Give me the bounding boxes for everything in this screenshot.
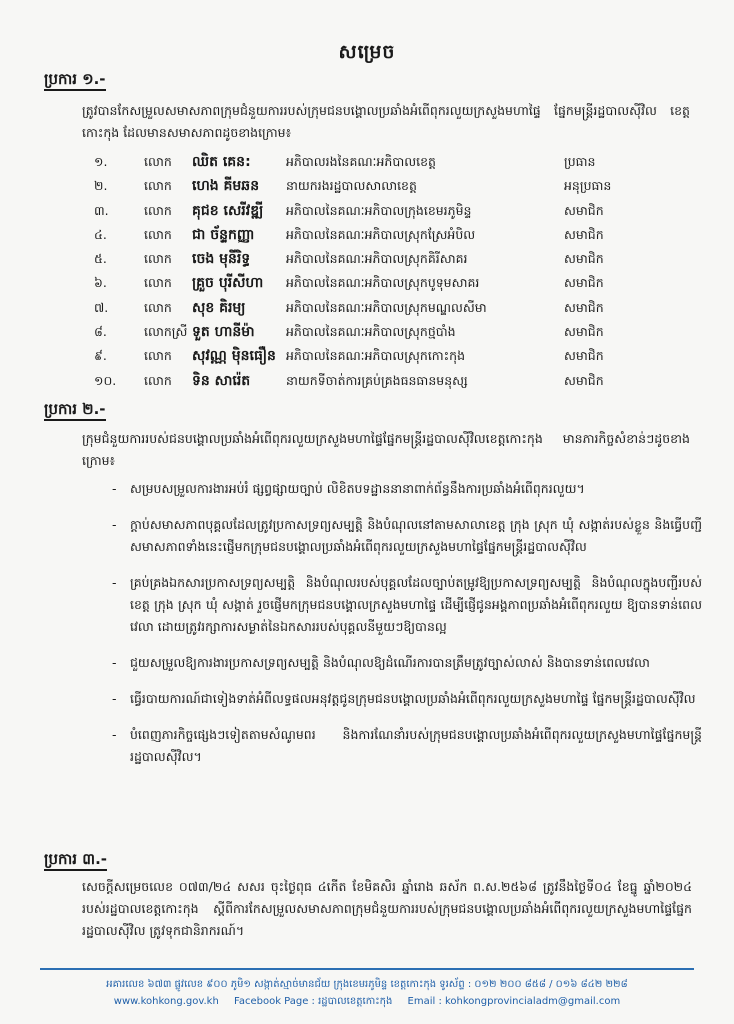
member-role: សមាជិក xyxy=(564,202,604,218)
member-row xyxy=(94,371,694,395)
footer-contacts xyxy=(40,993,694,1010)
duty-text: ជួយសម្រួលឱ្យការងារប្រកាសទ្រព្យសម្បត្តិ និងបំណុលឱ្យដំណើរការបានត្រឹមត្រូវច្បាស់លាស់ និងបានទាន់ពេលវេលា xyxy=(130,655,650,670)
member-number: ៣. xyxy=(94,202,109,218)
member-row xyxy=(94,152,694,176)
member-name: ហេង គីមឆន xyxy=(192,178,260,195)
member-position: អភិបាលនៃគណៈអភិបាលស្រុកស្រែអំបិល xyxy=(286,226,476,242)
member-position: នាយកទីចាត់ការគ្រប់គ្រងធនធានមនុស្ស xyxy=(286,372,468,388)
member-role: សមាជិក xyxy=(564,324,604,340)
duty-item xyxy=(112,652,702,674)
member-number: ៧. xyxy=(94,299,109,315)
member-role: សមាជិក xyxy=(564,251,604,267)
duty-text: សម្របសម្រួលការងារអប់រំ ផ្សព្វផ្សាយច្បាប់ លិខិតបទដ្ឋាននានាពាក់ព័ន្ធនឹងការប្រឆាំងអំពើពុករលួយ។ xyxy=(130,481,585,496)
bullet-dash: - xyxy=(112,655,117,670)
member-name: ទួត ហានីម៉ា xyxy=(192,324,255,341)
member-title: លោក xyxy=(144,299,172,315)
member-name: សុវណ្ណ ម៉ិនធឿន xyxy=(192,348,276,365)
article-3-heading: ប្រការ ៣.- xyxy=(44,850,107,872)
member-role: សមាជិក xyxy=(564,299,604,315)
footer-address: អគារលេខ ៦៧៣ ផ្លូវលេខ ៩០០ ភូមិ១ សង្កាត់ស្មាច់មានជ័យ ក្រុងខេមរភូមិន្ទ ខេត្តកោះកុង ទូរស័ព្ទ : ០១២ ២០០ ៨៥៨ / ០១៦ ៨៤២ ២២៨ xyxy=(106,979,628,990)
member-number: ១០. xyxy=(94,372,117,388)
article-1-intro: ត្រូវបានកែសម្រួលសមាសភាពក្រុមជំនួយការរបស់ក្រុមជនបង្គោលប្រឆាំងអំពើពុករលួយក្រសួងមហាផ្ទៃ ផ្នែកមន្ត្រីរដ្ឋបាលស៊ីវិល ខេត្តកោះកុង ដែលមានសមាសភាពដូចខាងក្រោម៖ xyxy=(82,103,690,140)
duty-item xyxy=(112,514,702,558)
member-row xyxy=(94,225,694,249)
member-row xyxy=(94,201,694,225)
member-position: អភិបាលនៃគណៈអភិបាលស្រុកថ្មបាំង xyxy=(286,324,456,340)
member-title: លោក xyxy=(144,226,172,242)
member-role: សមាជិក xyxy=(564,372,604,388)
member-row xyxy=(94,176,694,200)
member-position: អភិបាលនៃគណៈអភិបាលស្រុកគិរីសាគរ xyxy=(286,251,468,267)
member-title: លោក xyxy=(144,372,172,388)
member-position: អភិបាលនៃគណៈអភិបាលក្រុងខេមរភូមិន្ទ xyxy=(286,202,472,218)
member-title: លោក xyxy=(144,202,172,218)
article-1-heading: ប្រការ ១.- xyxy=(44,70,106,92)
member-name: គ្រួច បុរីសីហា xyxy=(192,275,264,292)
footer-facebook[interactable]: Facebook Page : រដ្ឋបាលខេត្តកោះកុង xyxy=(234,996,393,1007)
member-row xyxy=(94,346,694,370)
member-row xyxy=(94,273,694,297)
member-position: អភិបាលនៃគណៈអភិបាលស្រុកកោះកុង xyxy=(286,348,466,364)
member-position: អភិបាលនៃគណៈអភិបាលស្រុកបូទុមសាគរ xyxy=(286,275,480,291)
member-number: ៩. xyxy=(94,348,107,364)
member-number: ៦. xyxy=(94,275,107,291)
member-position: អភិបាលរងនៃគណៈអភិបាលខេត្ត xyxy=(286,154,436,169)
member-name: សុខ គិរម្យ xyxy=(192,299,246,316)
member-title: លោក xyxy=(144,348,172,364)
duty-text: ធ្វើរបាយការណ៍ជាទៀងទាត់អំពីលទ្ធផលអនុវត្តជូនក្រុមជនបង្គោលប្រឆាំងអំពើពុករលួយក្រសួងមហាផ្ទៃ ផ្នែកមន្ត្រីរដ្ឋបាលស៊ីវិល xyxy=(130,691,696,706)
member-name: ចេង មុនីរិទ្ធ xyxy=(192,251,251,268)
bullet-dash: - xyxy=(112,481,117,496)
duty-item xyxy=(112,572,702,638)
member-name: គុជខ សេរីវឌ្ឍី xyxy=(192,202,264,219)
member-list xyxy=(94,152,694,395)
article-2-intro: ក្រុមជំនួយការរបស់ជនបង្គោលប្រឆាំងអំពើពុករលួយក្រសួងមហាផ្ទៃផ្នែកមន្ត្រីរដ្ឋបាលស៊ីវិលខេត្តកោះកុង មានភារកិច្ចសំខាន់ៗដូចខាងក្រោម៖ xyxy=(82,431,690,468)
duty-item xyxy=(112,688,702,710)
member-number: ១. xyxy=(94,154,108,169)
member-title: លោក xyxy=(144,275,172,291)
duty-text: គ្រប់គ្រងឯកសារប្រកាសទ្រព្យសម្បត្តិ និងបំណុលរបស់បុគ្គលដែលច្បាប់តម្រូវឱ្យប្រកាសទ្រព្យសម្បត្តិ និងបំណុលក្នុងបញ្ជីរបស់ខេត្ត ក្រុង ស្រុក ឃុំ សង្កាត់ រួចផ្ញើមកក្រុមជនបង្គោលក្រសួងមហាផ្ទៃ ដើម្បីផ្ញើជូនអង្គភាពប្រឆាំងអំពើពុករលួយ ឱ្យបានទាន់ពេលវេលា ដោយត្រូវរក្សាការសម្ងាត់នៃឯកសាររបស់បុគ្គលនីមួយៗឱ្យបានល្អ xyxy=(130,575,702,634)
member-role: ប្រធាន xyxy=(564,154,596,169)
member-title: លោក xyxy=(144,251,172,267)
duty-item xyxy=(112,478,702,500)
document-title: សម្រេច xyxy=(338,41,396,63)
member-title: លោក xyxy=(144,154,172,169)
document-footer xyxy=(40,968,694,1010)
member-number: ២. xyxy=(94,178,108,194)
member-role: សមាជិក xyxy=(564,275,604,291)
duty-text: ក្តាប់សមាសភាពបុគ្គលដែលត្រូវប្រកាសទ្រព្យសម្បត្តិ និងបំណុលនៅតាមសាលាខេត្ត ក្រុង ស្រុក ឃុំ សង្កាត់របស់ខ្លួន និងធ្វើបញ្ជីសមាសភាពទាំងនេះផ្ញើមកក្រុមជនបង្គោលប្រឆាំងអំពើពុករលួយក្រសួងមហាផ្ទៃផ្នែកមន្ត្រីរដ្ឋបាលស៊ីវិល xyxy=(130,517,702,554)
member-role: សមាជិក xyxy=(564,348,604,364)
member-row xyxy=(94,322,694,346)
member-row xyxy=(94,249,694,273)
member-number: ៤. xyxy=(94,226,107,242)
member-number: ៥. xyxy=(94,251,107,267)
member-role: សមាជិក xyxy=(564,226,604,242)
member-position: អភិបាលនៃគណៈអភិបាលស្រុកមណ្ឌលសីមា xyxy=(286,299,487,315)
member-title: លោកស្រី xyxy=(144,324,188,340)
member-name: ជា ច័ន្ទកញ្ញា xyxy=(192,226,255,243)
bullet-dash: - xyxy=(112,575,117,590)
member-position: នាយករងរដ្ឋបាលសាលាខេត្ត xyxy=(286,178,417,194)
duty-text: បំពេញភារកិច្ចផ្សេងៗទៀតតាមសំណូមពរ និងការណែនាំរបស់ក្រុមជនបង្គោលប្រឆាំងអំពើពុករលួយក្រសួងមហាផ្ទៃផ្នែកមន្ត្រីរដ្ឋបាលស៊ីវិល។ xyxy=(130,727,702,764)
member-name: ទិន សារ៉េត xyxy=(192,372,251,389)
footer-email[interactable]: Email : kohkongprovincialadm@gmail.com xyxy=(407,996,621,1007)
article-2-heading: ប្រការ ២.- xyxy=(44,400,106,422)
article-3-text: សេចក្តីសម្រេចលេខ ០៧៣/២៤ សសរ ចុះថ្ងៃពុធ ៤កើត ខែមិគសិរ ឆ្នាំរោង ឆស័ក ព.ស.២៥៦៨ ត្រូវនឹងថ្ងៃទី០៤ ខែធ្នូ ឆ្នាំ២០២៤ របស់រដ្ឋបាលខេត្តកោះកុង ស្តីពីការកែសម្រួលសមាសភាពក្រុមជំនួយការរបស់ក្រុមជនបង្គោលប្រឆាំងអំពើពុករលួយក្រសួងមហាផ្ទៃផ្នែករដ្ឋបាលស៊ីវិល ត្រូវទុកជានិរាករណ៍។ xyxy=(82,879,692,938)
bullet-dash: - xyxy=(112,517,117,532)
duty-list xyxy=(112,478,702,782)
footer-website[interactable]: www.kohkong.gov.kh xyxy=(113,996,219,1007)
bullet-dash: - xyxy=(112,691,117,706)
member-row xyxy=(94,298,694,322)
member-role: អនុប្រធាន xyxy=(564,178,612,194)
member-title: លោក xyxy=(144,178,172,194)
bullet-dash: - xyxy=(112,727,117,742)
member-number: ៨. xyxy=(94,324,107,340)
member-name: ឈិត គេន: xyxy=(192,154,251,170)
duty-item xyxy=(112,724,702,768)
